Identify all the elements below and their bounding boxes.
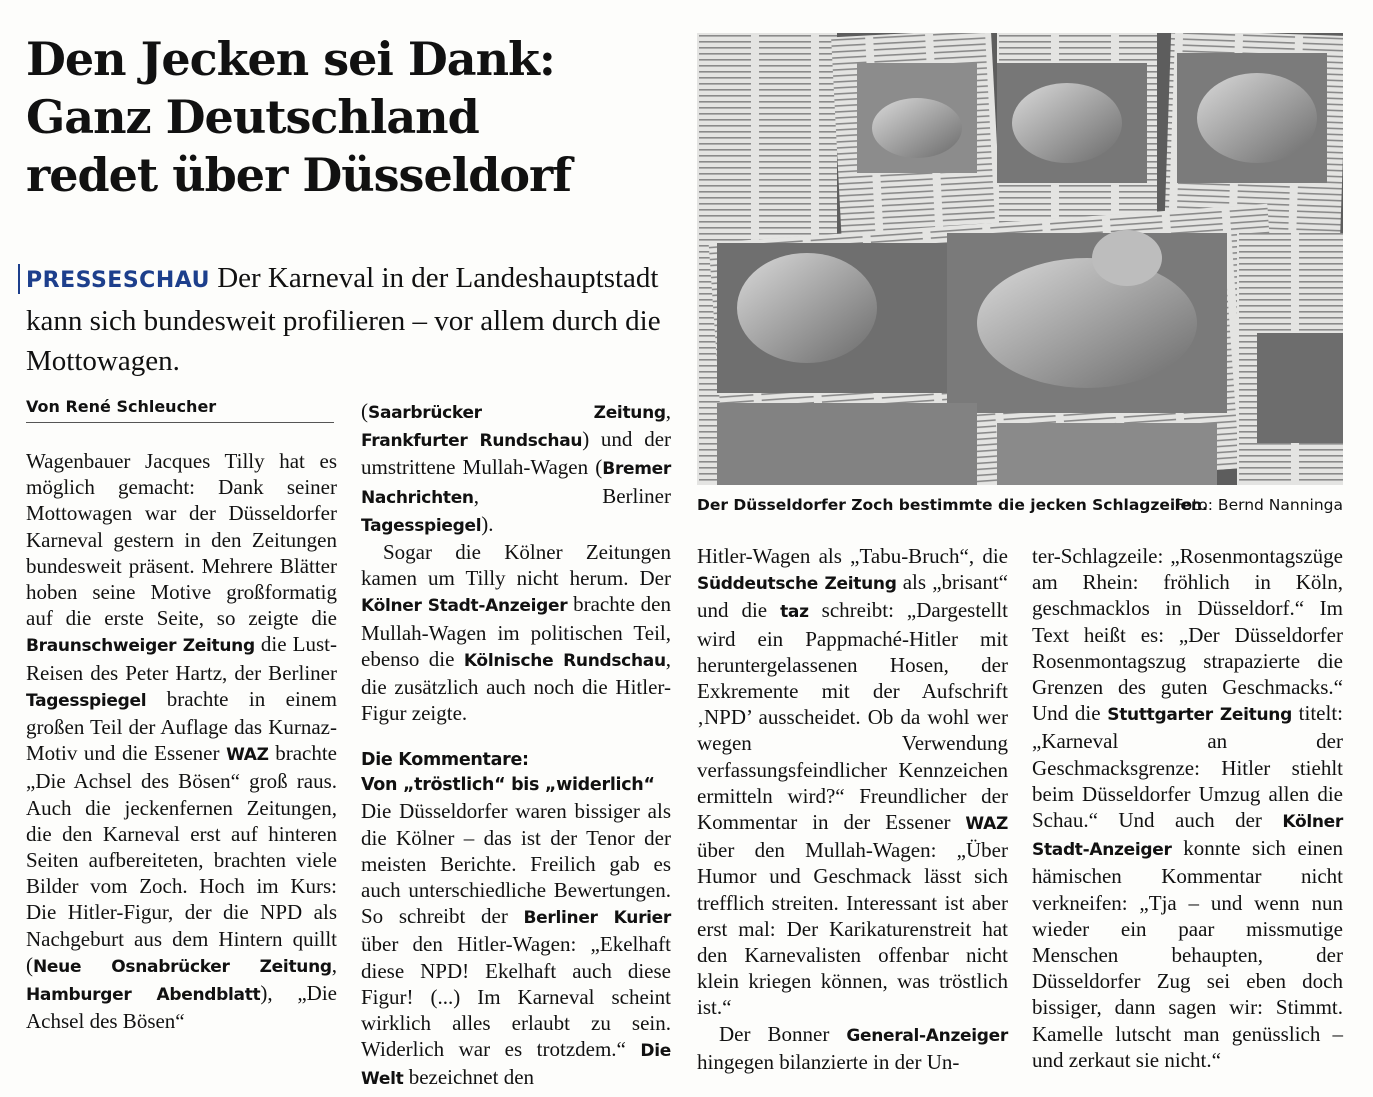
publication-name: Tagesspiegel	[26, 690, 147, 711]
paragraph	[697, 543, 1008, 1021]
text-run: schreibt: „Dargestellt wird ein Pappmaché-Hitler mit heruntergelassenen Hosen, der Exkremente mit der Aufschrift ‚NPD’ ausscheidet. Ob da wohl wer wegen Verwendung verfassungsfeindlicher Kennzeichen ermitteln wird?“ Freundlicher der Kommentar in der Essener	[697, 598, 1009, 835]
text-run: ), „Die Achsel des Bösen“	[26, 981, 337, 1034]
article-column-4	[1032, 543, 1343, 1073]
text-run: ,	[331, 952, 337, 977]
paragraph	[26, 448, 337, 1034]
article-column-1	[26, 448, 337, 1034]
paragraph	[361, 798, 671, 1092]
kicker: PRESSESCHAU	[26, 268, 210, 293]
publication-name: WAZ	[965, 814, 1008, 835]
publication-name: Kölner Stadt-Anzeiger	[361, 596, 568, 617]
photo-illustration	[697, 33, 1343, 485]
headline-line-3: redet über Düsseldorf	[26, 148, 572, 202]
publication-name: Tagesspiegel	[361, 515, 482, 536]
text-run: hingegen bilanzierte in der Un-	[697, 1049, 960, 1074]
publication-name: Braunschweiger Zeitung	[26, 636, 255, 657]
text-run: konnte sich einen hämischen Kommentar nicht verkneifen: „Tja – und wenn nun wieder ein paar missmutige Menschen behaupten, der Düsseldorfer Zug sei eben doch bissiger, dann sagen wir: Stimmt. Kamelle lutscht man genüsslich – und zerkaut sie nicht.“	[1032, 836, 1343, 1072]
text-run: Die Düsseldorfer waren bissiger als die Kölner – das ist der Tenor der meisten Berichte. Freilich gab es auch unterschiedliche Bewertungen. So schreibt der	[361, 799, 671, 929]
paragraph	[361, 398, 671, 539]
text-run: Der Bonner	[719, 1021, 847, 1046]
text-run: ter-Schlagzeile: „Rosenmontagszüge am Rhein: fröhlich in Köln, geschmacklos in Düsseldorf.“ Im Text heißt es: „Der Düsseldorfer Rosenmontagszug strapazierte die Grenzen des guten Geschmacks.“ Und die	[1032, 544, 1343, 726]
publication-name: Hamburger Abendblatt	[26, 985, 261, 1006]
article-column-2	[361, 398, 671, 1093]
deck	[26, 258, 686, 381]
subheading-line-1: Die Kommentare:	[361, 750, 529, 771]
publication-name: Berliner Kurier	[523, 908, 671, 929]
caption-text: Der Düsseldorfer Zoch bestimmte die jecken Schlagzeilen.	[697, 496, 1208, 514]
publication-name: Saarbrücker Zeitung	[368, 403, 666, 423]
deck-text: Der Karneval in der Landeshauptstadt kann sich bundesweit profilieren – vor allem durch die Mottowagen.	[26, 262, 661, 377]
publication-name: General-Anzeiger	[846, 1025, 1008, 1046]
publication-name: Kölner Stadt-Anzeiger	[1032, 812, 1343, 861]
newspaper-collage-photo	[697, 33, 1343, 485]
headline-line-2: Ganz Deutschland	[26, 90, 479, 144]
paragraph	[361, 539, 671, 726]
text-run: (	[361, 399, 368, 423]
column-2-text	[361, 398, 671, 726]
text-run: ).	[481, 511, 494, 536]
paragraph	[1032, 543, 1343, 1073]
article-column-3	[697, 543, 1008, 1075]
headline-line-1: Den Jecken sei Dank:	[26, 32, 555, 86]
text-run: , Berliner	[473, 483, 671, 508]
text-run: ) und der umstrittene Mullah-Wagen (	[361, 427, 672, 480]
text-run: brachte den Mullah-Wagen im politischen Teil, ebenso die	[361, 592, 671, 671]
subheading-line-2: Von „tröstlich“ bis „widerlich“	[361, 775, 655, 796]
byline: Von René Schleucher	[26, 397, 334, 423]
text-run: titelt: „Karneval an der Geschmacksgrenze: Hitler stiehlt beim Düsseldorfer Umzug allen die Schau.“ Und auch der	[1032, 701, 1344, 833]
kicker-bar	[18, 264, 20, 294]
headline	[26, 30, 666, 204]
publication-name: Neue Osnabrücker Zeitung	[33, 956, 332, 977]
text-run: als „brisant“ und die	[697, 570, 1008, 623]
photo-credit: Foto: Bernd Nanninga	[1174, 496, 1343, 514]
text-run: ,	[665, 399, 671, 423]
text-run: , die zusätzlich auch noch die Hitler-Figur zeigte.	[361, 646, 671, 726]
publication-name: Kölnische Rundschau	[463, 650, 666, 671]
paragraph	[697, 1021, 1008, 1075]
publication-name: WAZ	[226, 745, 269, 766]
text-run: bezeichnet den	[403, 1065, 535, 1090]
text-run: Sogar die Kölner Zeitungen kamen um Tilly nicht herum. Der	[361, 540, 671, 591]
text-run: brachte „Die Achsel des Bösen“ groß raus. Auch die jeckenfernen Zeitungen, die den Karneval erst auf hinteren Seiten aufbereiteten, brachten viele Bilder vom Zoch. Hoch im Kurs: Die Hitler-Figur, der die NPD als Nachgeburt aus dem Hintern quillt (	[26, 741, 337, 977]
text-run: über den Hitler-Wagen: „Ekelhaft diese NPD! Ekelhaft auch diese Figur! (...) Im Karneval scheint wirklich alles erlaubt zu sein. Widerlich war es trotzdem.“	[361, 932, 671, 1062]
publication-name: taz	[780, 602, 809, 623]
text-run: die Lust-Reisen des Peter Hartz, der Berliner	[26, 632, 338, 685]
text-run: brachte in einem großen Teil der Auflage das Kurnaz-Motiv und die Essener	[26, 686, 337, 766]
subheading	[361, 748, 671, 798]
publication-name: Die Welt	[361, 1041, 671, 1090]
text-run: Wagenbauer Jacques Tilly hat es möglich gemacht: Dank seiner Mottowagen war der Düsseldorfer Karneval gestern in den Zeitungen bundesweit präsent. Mehrere Blätter hoben seine Motive großformatig auf die erste Seite, so zeigte die	[26, 449, 337, 631]
column-2-comments-text	[361, 798, 671, 1092]
publication-name: Stuttgarter Zeitung	[1107, 705, 1292, 726]
publication-name: Frankfurter Rundschau	[361, 431, 583, 452]
text-run: Hitler-Wagen als „Tabu-Bruch“, die	[697, 544, 1008, 568]
photo-caption	[697, 496, 1343, 514]
publication-name: Bremer Nachrichten	[361, 459, 671, 508]
text-run: über den Mullah-Wagen: „Über Humor und Geschmack lässt sich trefflich streiten. Interessant ist aber erst mal: Der Karikaturenstreit hat den Karnevalisten offenbar nicht klein kriegen können, was tröstlich ist.“	[697, 838, 1008, 1020]
publication-name: Süddeutsche Zeitung	[697, 574, 897, 595]
